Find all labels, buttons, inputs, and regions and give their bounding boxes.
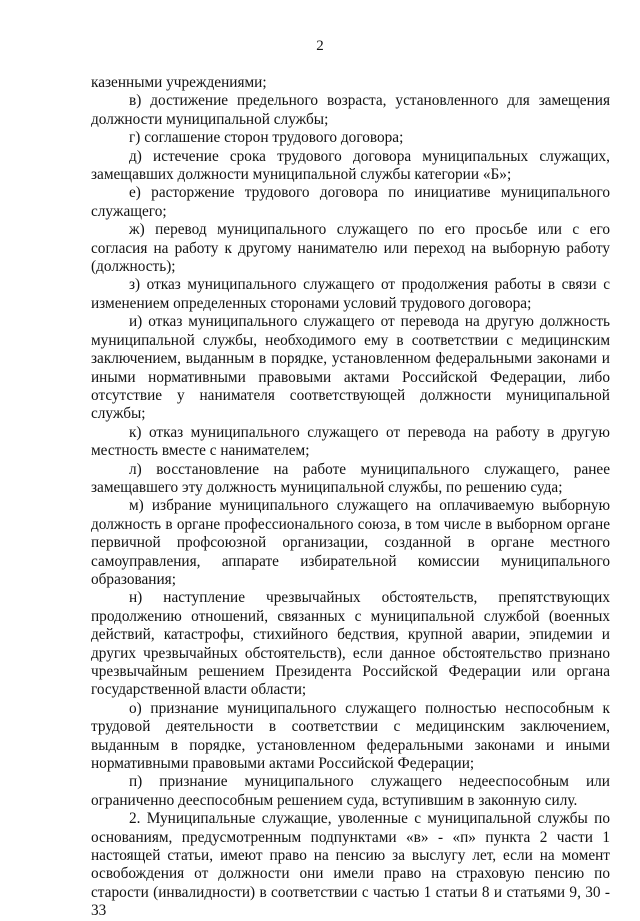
paragraph-item-z: з) отказ муниципального служащего от продолжения работы в связи с изменением определенных сторонами условий трудового договора; [91,276,610,312]
paragraph-item-k: к) отказ муниципального служащего от перевода на работу в другую местность вместе с нанимателем; [91,423,610,460]
paragraph-item-v: в) достижение предельного возраста, установленного для замещения должности муниципальной службы; [91,92,610,128]
paragraph-item-l: л) восстановление на работе муниципального служащего, ранее замещавшего эту должность муниципальной службы, по решению суда; [91,460,610,496]
paragraph-item-zh: ж) перевод муниципального служащего по его просьбе или с его согласия на работу к другому нанимателю или переход на выборную работу (должность); [91,221,610,276]
paragraph-item-o: о) признание муниципального служащего полностью неспособным к трудовой деятельности в соответствии с медицинским заключением, выданным в порядке, установленном федеральными законами и иными нормативными правовыми актами Российской Федерации; [91,699,610,773]
paragraph-item-p: п) признание муниципального служащего недееспособным или ограниченно дееспособным решением суда, вступившим в законную силу. [91,773,610,809]
paragraph-item-d: д) истечение срока трудового договора муниципальных служащих, замещавших должности муниципальной службы категории «Б»; [91,147,610,184]
paragraph-section-2: 2. Муниципальные служащие, уволенные с муниципальной службы по основаниям, предусмотренным подпунктами «в» - «п» пункта 2 части 1 настоящей статьи, имеют право на пенсию за выслугу лет, если на момент освобождения от должности они имели право на страховую пенсию по старости (инвалидности) в соответствии с частью 1 статьи 8 и статьями 9, 30 - 33 [91,810,610,920]
paragraph-continuation: казенными учреждениями; [91,74,267,91]
page-number: 2 [316,38,324,54]
paragraph-item-m: м) избрание муниципального служащего на оплачиваемую выборную должность в органе профессионального союза, в том числе в выборном органе первичной профсоюзной организации, созданной в органе местного самоуправления, аппарате избирательной комиссии муниципального образования; [91,497,610,588]
paragraph-item-g: г) соглашение сторон трудового договора; [129,129,404,147]
paragraph-item-i: и) отказ муниципального служащего от перевода на другую должность муниципальной службы, необходимого ему в соответствии с медицинским заключением, выданным в порядке, установленном федеральными законами и иными нормативными правовыми актами Российской Федерации, либо отсутствие у нанимателя соответствующей должности муниципальной службы; [91,313,610,423]
paragraph-item-n: н) наступление чрезвычайных обстоятельств, препятствующих продолжению отношений, связанных с муниципальной службой (военных действий, катастрофы, стихийного бедствия, крупной аварии, эпидемии и других чрезвычайных обстоятельств), если данное обстоятельство признано чрезвычайным решением Президента Российской Федерации или органа государственной власти области; [91,589,610,699]
document-body [91,74,610,921]
paragraph-item-e: е) расторжение трудового договора по инициативе муниципального служащего; [91,184,610,220]
